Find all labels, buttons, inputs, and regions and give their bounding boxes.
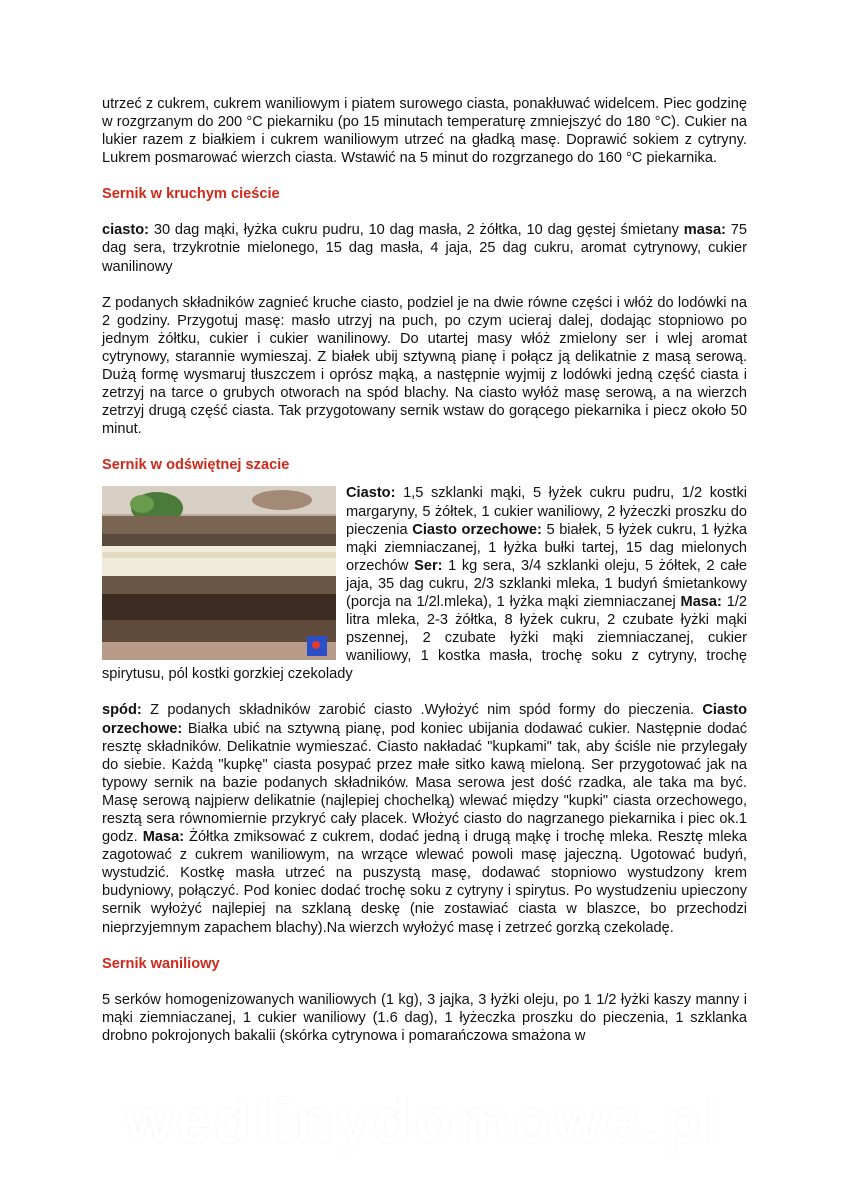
ciasto-text-2: 1,5 szklanki mąki, 5 łyżek cukru pudru, 1/2 kostki margaryny, 5 żółtek, 1 cukier waniliowy, 2 łyżeczki proszku do pieczenia — [346, 485, 747, 538]
recipe-title-sernik-w-kruchym-ciescie: Sernik w kruchym cieście — [102, 186, 280, 203]
method-ciasto-orzechowe-text: Białka ubić na sztywną pianę, pod koniec ubijania dodawać cukier. Następnie dodać resztę składników. Delikatnie wymieszać. Ciasto nakładać "kupkami" tak, aby ściśle nie przylegały do siebie. Każdą "kupkę" ciasta posypać przez małe sitko kawą mieloną. Ser przygotować jak na typowy sernik na bazie podanych składników. Masa serowa jest dość rzadka, ale taka ma być. Masę serową najpierw delikatnie (najlepiej chochelką) wlewać między "kupki" ciasta orzechowego, resztą sera równomiernie przykryć cały placek. Włożyć ciasto do nagrzanego piekarnika i piec ok.1 godz. — [102, 720, 747, 846]
ciasto-label: ciasto: — [102, 222, 150, 239]
site-watermark: wedlinydomowe.pl — [124, 1087, 725, 1156]
recipe2-method — [102, 701, 747, 936]
masa-label: masa: — [683, 222, 726, 239]
method-ciasto-orzechowe-label: Ciasto orzechowe: — [102, 702, 747, 737]
recipe-title-sernik-w-odswietnej-szacie: Sernik w odświętnej szacie — [102, 457, 290, 474]
method-masa-label: Masa: — [142, 829, 185, 846]
cheesecake-photo — [102, 486, 336, 660]
recipe3-ingredients: 5 serków homogenizowanych waniliowych (1 kg), 3 jajka, 3 łyżki oleju, po 1 1/2 łyżki kaszy manny i mąki ziemniaczanej, 1 cukier waniliowy (1.6 dag), 1 łyżeczka proszku do pieczenia, 1 szklanka drobno pokrojonych bakalii (skórka cytrynowa i pomarańczowa smażona w — [102, 991, 747, 1044]
spod-text: Z podanych składników zarobić ciasto .Wyłożyć nim spód formy do pieczenia. — [141, 702, 703, 719]
ciasto-text: 30 dag mąki, łyżka cukru pudru, 10 dag masła, 2 żółtka, 10 dag gęstej śmietany — [149, 222, 684, 239]
ciasto-orzechowe-label: Ciasto orzechowe: — [412, 521, 542, 538]
recipe1-ingredients — [102, 221, 747, 275]
recipe2-block — [102, 484, 747, 683]
masa-label-2: Masa: — [680, 593, 722, 610]
ser-text: 1 kg sera, 3/4 szklanki oleju, 5 żółtek, 2 całe jaja, 35 dag cukru, 2/3 szklanki mleka, 1 budyń śmietankowy (porcja na 1/2l.mleka), 1 łyżka mąki ziemniaczanej — [346, 557, 747, 610]
masa-text-2: 1/2 litra mleka, 2-3 żółtka, 8 łyżek cukru, 2 czubate łyżki mąki pszennej, 2 czubate łyżki mąki ziemniaczanej, cukier waniliowy, 1 kostka masła, trochę soku z cytryny, trochę spirytusu, pól kostki gorzkiej czekolady — [102, 593, 747, 683]
recipe1-method: Z podanych składników zagnieć kruche ciasto, podziel je na dwie równe części i włóż do lodówki na 2 godziny. Przygotuj masę: masło utrzyj na puch, po czym ucieraj dalej, dodając stopniowo po jednym żółtku, cukier i cukier wanilinowy. Do utartej masy włóż zmielony ser i wlej aromat cytrynowy, starannie wymieszaj. Z białek ubij sztywną pianę i połącz ją delikatnie z masą serową. Dużą formę wysmaruj tłuszczem i oprósz mąką, a następnie wyjmij z lodówki jedną część ciasta i zetrzyj na tarce o grubych otworach na spód blachy. Na ciasto wyłóż masę serową, a na wierzch zetrzyj drugą część ciasta. Tak przygotowany sernik wstaw do gorącego piekarnika i piecz około 50 minut. — [102, 294, 747, 438]
ciasto-label-2: Ciasto: — [346, 485, 396, 502]
spod-label: spód: — [102, 702, 142, 719]
recipe-title-sernik-waniliowy: Sernik waniliowy — [102, 955, 220, 972]
method-masa-text: Żółtka zmiksować z cukrem, dodać jedną i drugą mąkę i trochę mleka. Resztę mleka zagotować z cukrem waniliowym, na wrzące wlewać powoli masę jajeczną. Ugotować budyń, wystudzić. Kostkę masła utrzeć na puszystą masę, dodawać stopniowo wystudzony krem budyniowy, połączyć. Pod koniec dodać trochę soku z cytryny i spirytus. Po wystudzeniu upieczony sernik wyłożyć najlepiej na szklaną deskę (nie zostawiać ciasta w blaszce, bo przechodzi nieprzyjemnym zapachem blachy).Na wierzch wyłożyć masę i zetrzeć gorzką czekoladę. — [102, 829, 747, 936]
intro-paragraph: utrzeć z cukrem, cukrem waniliowym i piatem surowego ciasta, ponakłuwać widelcem. Piec godzinę w rozgrzanym do 200 °C piekarniku (po 15 minutach temperaturę zmniejszyć do 180 °C). Cukier na lukier razem z białkiem i cukrem waniliowym utrzeć na gładką masę. Doprawić sokiem z cytryny. Lukrem posmarować wierzch ciasta. Wstawić na 5 minut do rozgrzanego do 160 °C piekarnika. — [102, 96, 747, 167]
document-page — [102, 95, 747, 1045]
ser-label: Ser: — [414, 557, 443, 574]
masa-text: 75 dag sera, trzykrotnie mielonego, 15 dag masła, 4 jaja, 25 dag cukru, aromat cytrynowy, cukier wanilinowy — [102, 222, 747, 275]
ciasto-orzechowe-text: 5 białek, 5 łyżek cukru, 1 łyżka mąki ziemniaczanej, 1 łyżka bułki tartej, 15 dag mielonych orzechów — [346, 521, 748, 574]
cheesecake-image — [102, 486, 336, 660]
